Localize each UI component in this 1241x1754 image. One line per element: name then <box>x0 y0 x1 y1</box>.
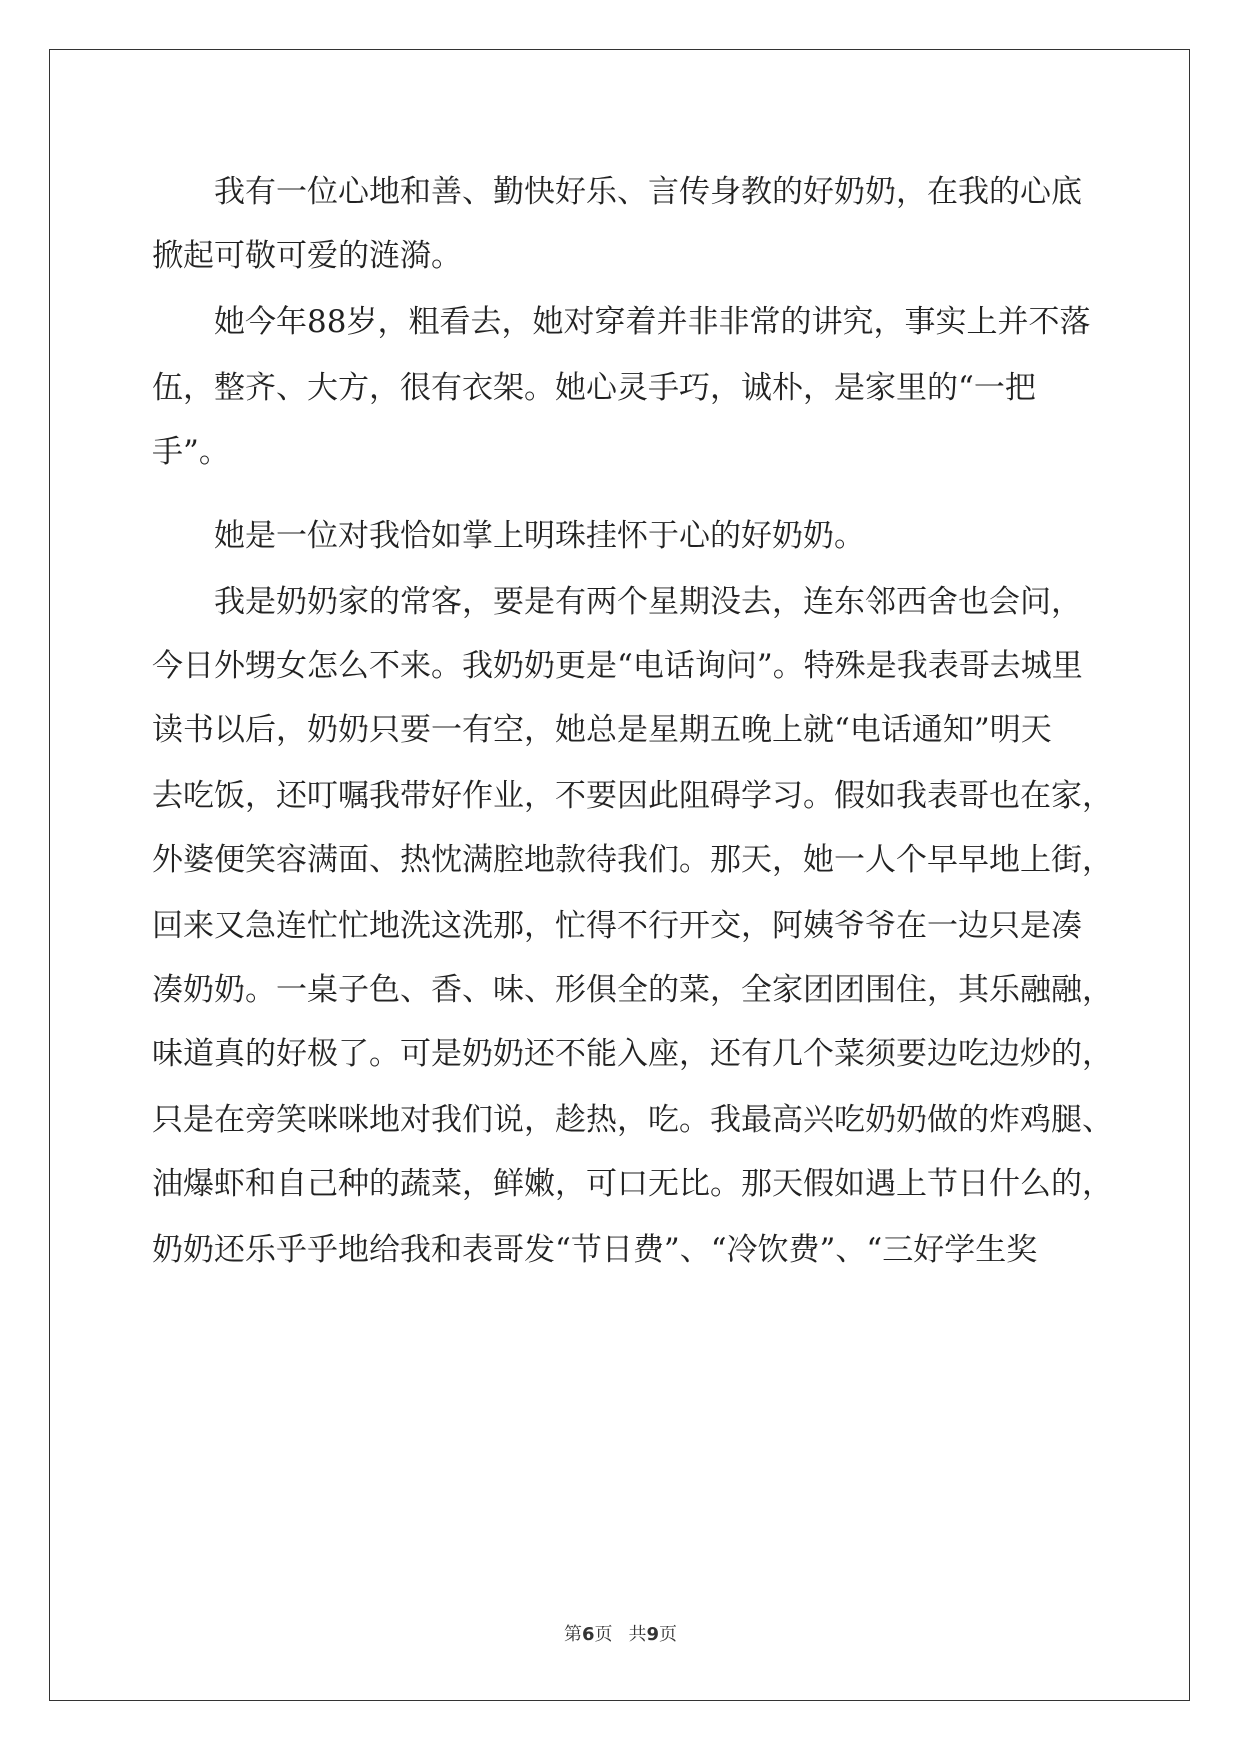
paragraph-4-line-3: 读书以后，奶奶只要一有空，她总是星期五晚上就“电话通知”明天 <box>152 712 1052 748</box>
total-suffix: 页 <box>659 1624 678 1645</box>
page-footer <box>0 1620 1241 1646</box>
paragraph-4-line-8: 味道真的好极了。可是奶奶还不能入座，还有几个菜须要边吃边炒的， <box>152 1036 1113 1072</box>
paragraph-4-line-9: 只是在旁笑咪咪地对我们说，趁热，吃。我最高兴吃奶奶做的炸鸡腿、 <box>152 1102 1113 1138</box>
paragraph-1-line-2: 掀起可敬可爱的涟漪。 <box>152 238 462 274</box>
paragraph-3-line-1: 她是一位对我恰如掌上明珠挂怀于心的好奶奶。 <box>214 518 865 554</box>
paragraph-4-line-2: 今日外甥女怎么不来。我奶奶更是“电话询问”。特殊是我表哥去城里 <box>152 648 1083 684</box>
paragraph-4-line-7: 凑奶奶。一桌子色、香、味、形俱全的菜，全家团团围住，其乐融融， <box>152 972 1113 1008</box>
page-prefix: 第 <box>563 1624 582 1645</box>
page-suffix: 页 <box>594 1624 613 1645</box>
paragraph-4-line-1: 我是奶奶家的常客，要是有两个星期没去，连东邻西舍也会问， <box>214 584 1082 620</box>
current-page-number: 6 <box>581 1624 595 1645</box>
paragraph-2-line-1: 她今年88岁，粗看去，她对穿着并非非常的讲究，事实上并不落 <box>214 304 1091 340</box>
paragraph-1-line-1: 我有一位心地和善、勤快好乐、言传身教的好奶奶，在我的心底 <box>214 174 1082 210</box>
total-prefix: 共 <box>628 1624 647 1645</box>
paragraph-2-line-3: 手”。 <box>152 434 230 470</box>
total-page-number: 9 <box>646 1624 660 1645</box>
paragraph-4-line-5: 外婆便笑容满面、热忱满腔地款待我们。那天，她一人个早早地上街， <box>152 842 1113 878</box>
paragraph-4-line-10: 油爆虾和自己种的蔬菜，鲜嫩，可口无比。那天假如遇上节日什么的， <box>152 1166 1113 1202</box>
paragraph-4-line-11: 奶奶还乐乎乎地给我和表哥发“节日费”、“冷饮费”、“三好学生奖 <box>152 1232 1038 1268</box>
paragraph-2-line-2: 伍，整齐、大方，很有衣架。她心灵手巧，诚朴，是家里的“一把 <box>152 370 1036 406</box>
paragraph-4-line-4: 去吃饭，还叮嘱我带好作业，不要因此阻碍学习。假如我表哥也在家， <box>152 778 1113 814</box>
paragraph-4-line-6: 回来又急连忙忙地洗这洗那，忙得不行开交，阿姨爷爷在一边只是凑 <box>152 908 1082 944</box>
